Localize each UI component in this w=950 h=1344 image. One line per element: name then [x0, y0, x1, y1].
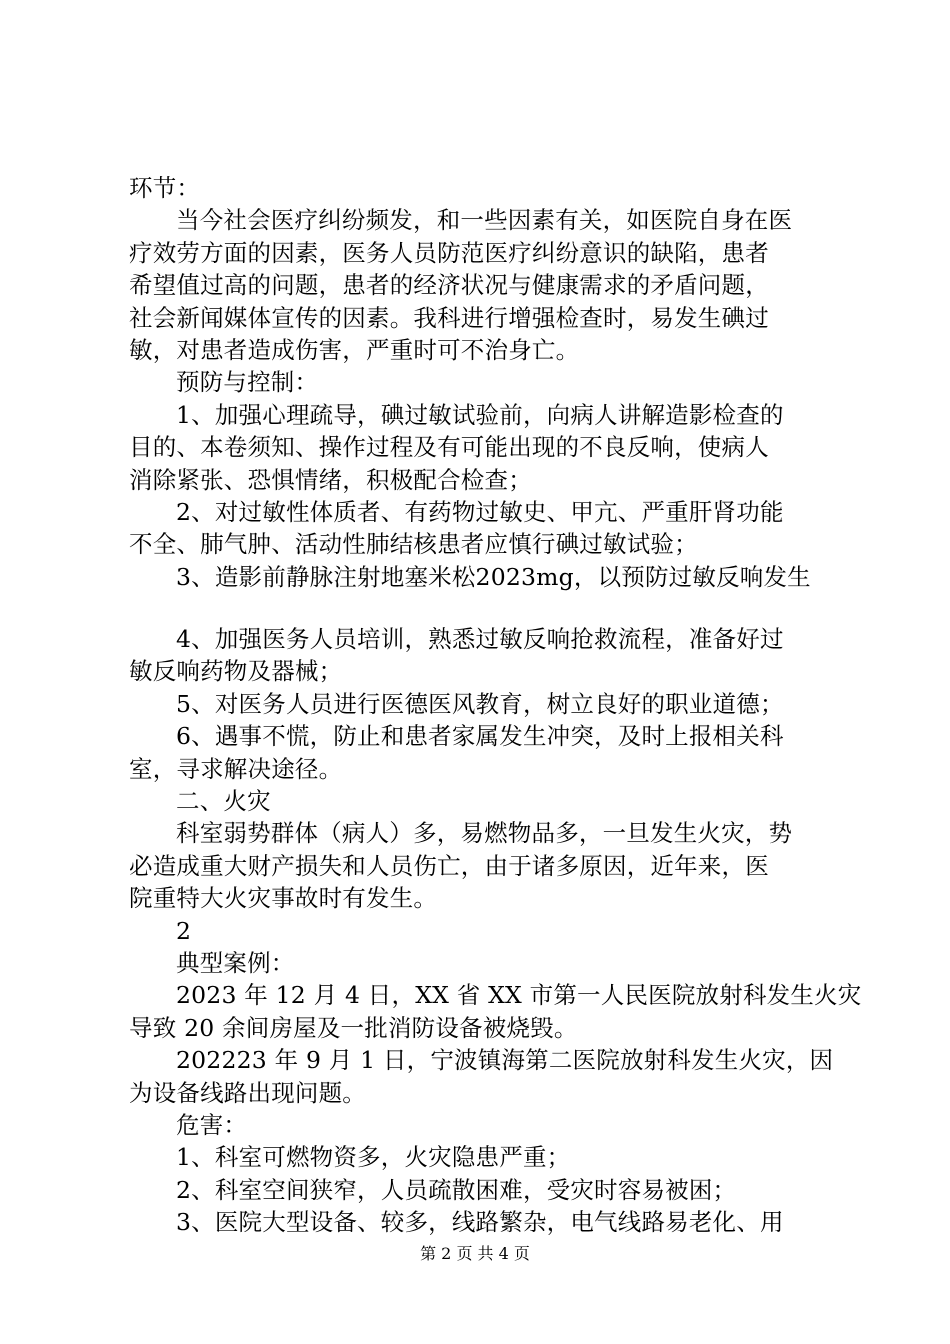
document-body	[129, 172, 862, 1239]
text-line: 二、火灾	[176, 787, 271, 816]
text-line: 室，寻求解决途径。	[129, 754, 343, 783]
text-line: 3、造影前静脉注射地塞米松2023mg，以预防过敏反响发生	[176, 562, 811, 591]
text-line: 6、遇事不慌，防止和患者家属发生冲突，及时上报相关科	[176, 722, 784, 751]
page-footer: 第 2 页 共 4 页	[420, 1244, 530, 1263]
text-line: 2	[176, 916, 192, 945]
text-line: 当今社会医疗纠纷频发，和一些因素有关，如医院自身在医	[176, 206, 793, 235]
text-line: 不全、肺气肿、活动性肺结核患者应慎行碘过敏试验；	[129, 530, 698, 559]
text-line: 目的、本卷须知、操作过程及有可能出现的不良反响，使病人	[129, 433, 769, 462]
text-line: 2、对过敏性体质者、有药物过敏史、甲亢、严重肝肾功能	[176, 497, 784, 526]
text-line: 5、对医务人员进行医德医风教育，树立良好的职业道德；	[176, 689, 784, 718]
text-line: 3、医院大型设备、较多，线路繁杂，电气线路易老化、用	[176, 1208, 784, 1237]
text-line: 社会新闻媒体宣传的因素。我科进行增强检查时，易发生碘过	[129, 303, 769, 332]
text-line: 为设备线路出现问题。	[129, 1078, 366, 1107]
text-line: 1、加强心理疏导，碘过敏试验前，向病人讲解造影检查的	[176, 400, 784, 429]
text-line: 典型案例：	[176, 948, 295, 977]
text-line: 危害：	[176, 1110, 248, 1139]
text-line: 预防与控制：	[176, 368, 319, 397]
text-line: 4、加强医务人员培训，熟悉过敏反响抢救流程，准备好过	[176, 625, 784, 654]
text-line: 必造成重大财产损失和人员伤亡，由于诸多原因，近年来，医	[129, 851, 769, 880]
text-line: 2、科室空间狭窄，人员疏散困难，受灾时容易被困；	[176, 1175, 737, 1204]
text-line: 敏反响药物及器械；	[129, 657, 343, 686]
text-line: 2023 年 12 月 4 日，XX 省 XX 市第一人民医院放射科发生火灾	[176, 981, 862, 1010]
text-line: 环节：	[129, 174, 201, 202]
text-line: 科室弱势群体（病人）多，易燃物品多，一旦发生火灾，势	[176, 819, 793, 848]
text-line: 1、科室可燃物资多，火灾隐患严重；	[176, 1143, 571, 1172]
text-line: 院重特大火灾事故时有发生。	[129, 884, 438, 913]
text-line: 疗效劳方面的因素，医务人员防范医疗纠纷意识的缺陷，患者	[129, 238, 769, 267]
text-line: 202223 年 9 月 1 日，宁波镇海第二医院放射科发生火灾，因	[176, 1046, 834, 1075]
text-line: 导致 20 余间房屋及一批消防设备被烧毁。	[129, 1013, 578, 1042]
text-line: 消除紧张、恐惧情绪，积极配合检查；	[129, 465, 532, 494]
text-line: 希望值过高的问题，患者的经济状况与健康需求的矛盾问题，	[129, 271, 769, 300]
text-line: 敏，对患者造成伤害，严重时可不治身亡。	[129, 335, 580, 364]
blank-line	[129, 593, 829, 623]
